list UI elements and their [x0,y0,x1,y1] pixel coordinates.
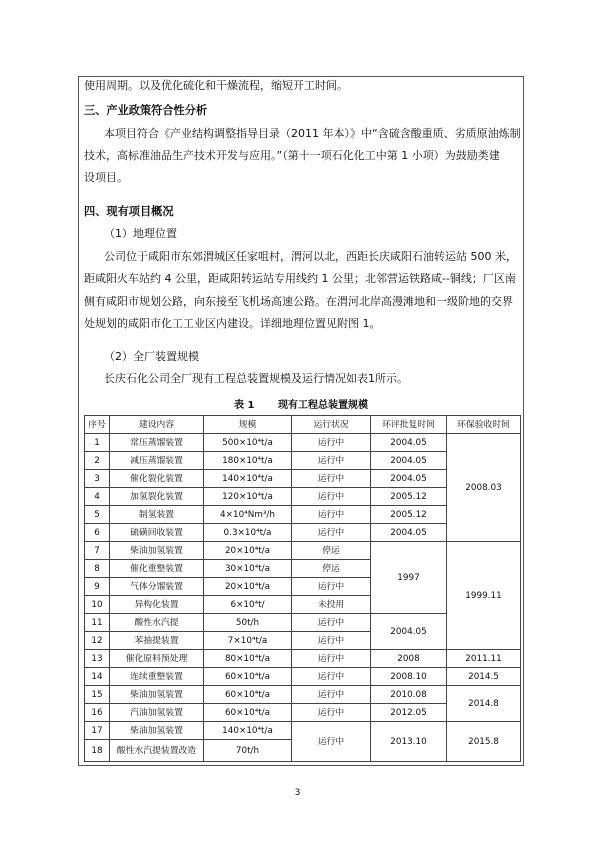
cell-scale: 140×10⁴t/a [204,722,292,740]
section3-heading: 三、产业政策符合性分析 [84,104,208,117]
page-number: 3 [294,788,301,798]
table-row [85,650,521,668]
cell-eia: 2010.08 [371,686,447,704]
cell-status: 停运 [292,560,371,578]
cell-eia: 2004.05 [371,434,447,452]
cell-no: 4 [85,488,110,506]
section3-line-3: 设项目。 [84,171,128,184]
table-header-row [85,416,521,434]
cell-no: 12 [85,632,110,650]
cell-acceptance-merged: 2008.03 [447,434,521,542]
cell-scale: 180×10⁴t/a [204,452,292,470]
sub-heading-location: （1）地理位置 [104,227,177,240]
cell-name: 加氢裂化装置 [110,488,204,506]
cell-no: 7 [85,542,110,560]
geo-line-1: 公司位于咸阳市东郊渭城区任家咀村，渭河以北，西距长庆咸阳石油转运站 500 米， [104,250,517,263]
cell-scale: 500×10⁴t/a [204,434,292,452]
table-row [85,434,521,452]
section3-line-1: 本项目符合《产业结构调整指导目录（2011 年本）》中“含硫含酸重质、劣质原油炼制 [104,127,521,140]
cell-no: 15 [85,686,110,704]
cell-scale: 20×10⁴t/a [204,578,292,596]
cell-eia: 2005.12 [371,506,447,524]
cell-eia: 2005.12 [371,488,447,506]
section3-line-2: 技术，高标准油品生产技术开发与应用。”（第十一项石化化工中第 1 小项）为鼓励类建 [84,149,500,162]
cell-eia: 2004.05 [371,524,447,542]
cell-scale: 7×10⁴t/a [204,632,292,650]
cell-name: 汽油加氢装置 [110,704,204,722]
cell-no: 6 [85,524,110,542]
cell-status-merged: 运行中 [292,722,371,762]
cell-acceptance: 2014.5 [447,668,521,686]
geo-line-2: 距咸阳火车站约 4 公里，距咸阳转运站专用线约 1 公里；北邻营运铁路咸--铜线；厂区南 [84,272,516,285]
cell-no: 18 [85,740,110,762]
cell-status: 运行中 [292,452,371,470]
cell-no: 11 [85,614,110,632]
cell-status: 运行中 [292,704,371,722]
cell-eia: 2012.05 [371,704,447,722]
cell-status: 运行中 [292,686,371,704]
cell-no: 13 [85,650,110,668]
cell-no: 5 [85,506,110,524]
cell-name: 催化重整装置 [110,560,204,578]
cell-status: 运行中 [292,506,371,524]
cell-eia: 2004.05 [371,470,447,488]
cell-no: 9 [85,578,110,596]
cell-scale: 120×10⁴t/a [204,488,292,506]
cell-name: 柴油加氢装置 [110,722,204,740]
section4-heading: 四、现有项目概况 [84,205,174,218]
cell-scale: 0.3×10⁴t/a [204,524,292,542]
cell-no: 16 [85,704,110,722]
cell-name: 催化原料预处理 [110,650,204,668]
cell-scale: 80×10⁴t/a [204,650,292,668]
cell-no: 14 [85,668,110,686]
cell-eia: 2004.05 [371,452,447,470]
cell-scale: 140×10⁴t/a [204,470,292,488]
cell-scale: 60×10⁴t/a [204,704,292,722]
cell-name: 连续重整装置 [110,668,204,686]
header-eia-date: 环评批复时间 [371,416,447,434]
cell-scale: 70t/h [204,740,292,762]
cell-status: 运行中 [292,488,371,506]
cell-acceptance-merged: 2015.8 [447,722,521,762]
cell-name: 苯抽提装置 [110,632,204,650]
geo-line-4: 处规划的咸阳市化工工业区内建设。详细地理位置见附图 1。 [84,317,381,330]
header-acceptance-date: 环保验收时间 [447,416,521,434]
table-row [85,542,521,560]
cell-scale: 30×10⁴t/a [204,560,292,578]
cell-no: 2 [85,452,110,470]
cell-name: 柴油加氢装置 [110,542,204,560]
cell-scale: 20×10⁴t/a [204,542,292,560]
cell-name: 制氢装置 [110,506,204,524]
paragraph-top: 使用周期。以及优化硫化和干燥流程，缩短开工时间。 [84,79,348,92]
cell-no: 8 [85,560,110,578]
header-status: 运行状况 [292,416,371,434]
cell-acceptance-merged: 1999.11 [447,542,521,650]
cell-acceptance: 2011.11 [447,650,521,668]
cell-name: 常压蒸馏装置 [110,434,204,452]
cell-eia-merged: 2004.05 [371,614,447,650]
cell-status: 运行中 [292,650,371,668]
cell-status: 停运 [292,542,371,560]
cell-status: 运行中 [292,578,371,596]
cell-scale: 60×10⁴t/a [204,686,292,704]
cell-scale: 4×10⁴Nm³/h [204,506,292,524]
cell-status: 未投用 [292,596,371,614]
facility-scale-table [84,415,521,762]
cell-eia: 2008 [371,650,447,668]
scale-intro: 长庆石化公司全厂现有工程总装置规模及运行情况如表1所示。 [104,372,408,385]
cell-no: 1 [85,434,110,452]
cell-name: 酸性水汽提 [110,614,204,632]
cell-name: 硫磺回收装置 [110,524,204,542]
geo-line-3: 侧有咸阳市规划公路，向东接至飞机场高速公路。在渭河北岸高漫滩地和一级阶地的交界 [84,295,513,308]
cell-name: 异构化装置 [110,596,204,614]
cell-status: 运行中 [292,632,371,650]
table-caption [78,396,524,411]
sub-heading-scale: （2）全厂装置规模 [104,350,199,363]
cell-acceptance-merged: 2014.8 [447,686,521,722]
cell-name: 柴油加氢装置 [110,686,204,704]
cell-eia-merged: 1997 [371,542,447,614]
cell-status: 运行中 [292,668,371,686]
cell-name: 减压蒸馏装置 [110,452,204,470]
cell-name: 催化裂化装置 [110,470,204,488]
cell-status: 运行中 [292,614,371,632]
header-no: 序号 [85,416,110,434]
table-row [85,722,521,740]
cell-eia-merged: 2013.10 [371,722,447,762]
cell-status: 运行中 [292,470,371,488]
table-row [85,686,521,704]
cell-status: 运行中 [292,434,371,452]
cell-scale: 60×10⁴t/a [204,668,292,686]
table-row [85,668,521,686]
cell-name: 酸性水汽提装置改造 [110,740,204,762]
table-title: 现有工程总装置规模 [277,400,368,411]
table-number: 表 1 [234,400,255,411]
cell-name: 气体分馏装置 [110,578,204,596]
cell-no: 3 [85,470,110,488]
cell-no: 17 [85,722,110,740]
cell-status: 运行中 [292,524,371,542]
cell-scale: 6×10⁴t/ [204,596,292,614]
header-content: 建设内容 [110,416,204,434]
cell-no: 10 [85,596,110,614]
header-scale: 规模 [204,416,292,434]
cell-scale: 50t/h [204,614,292,632]
cell-eia: 2008.10 [371,668,447,686]
